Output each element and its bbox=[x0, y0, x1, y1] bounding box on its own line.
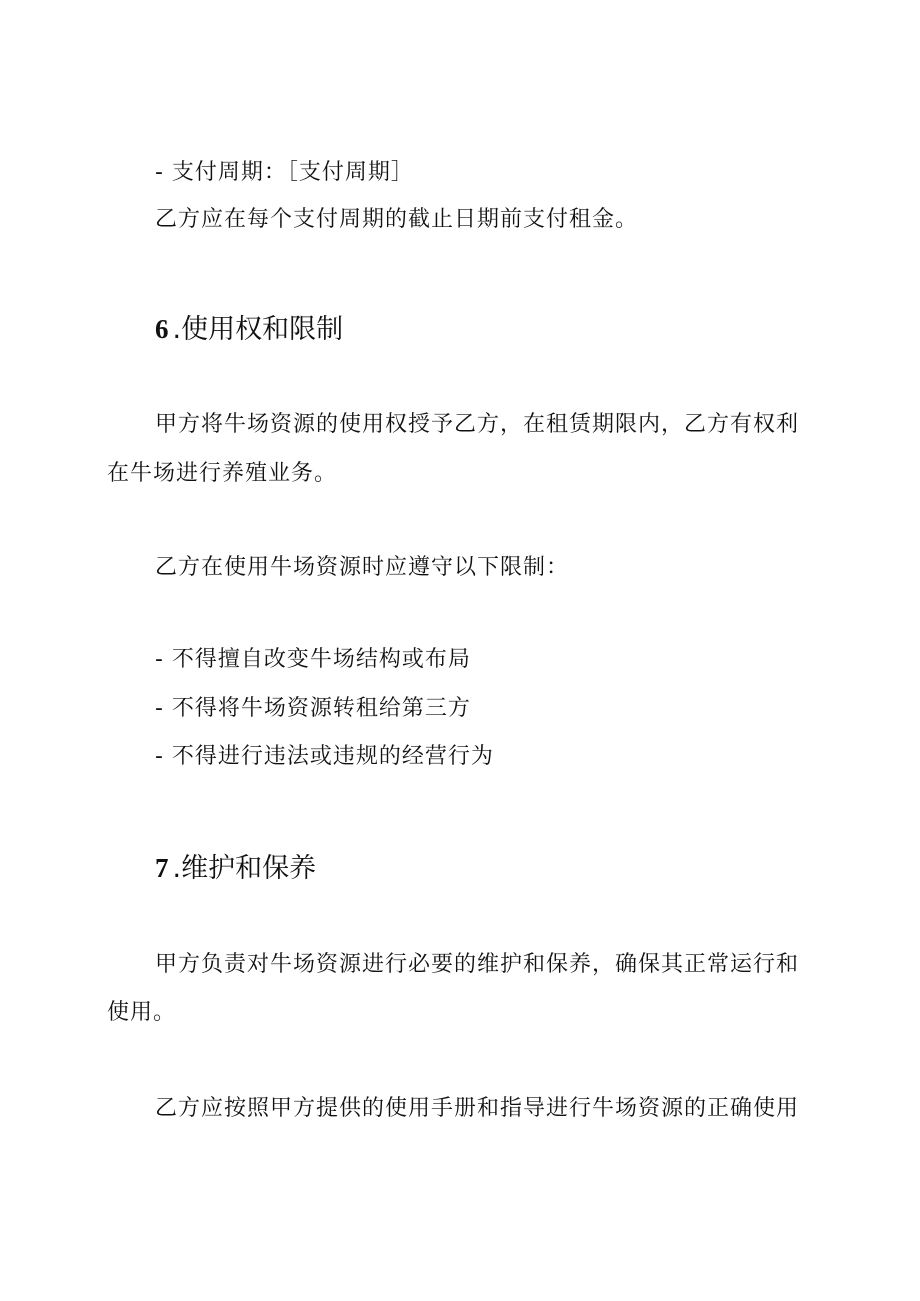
section-6-para1-line1: 甲方将牛场资源的使用权授予乙方，在租赁期限内，乙方有权利 bbox=[155, 412, 800, 437]
section-7-para1-line1: 甲方负责对牛场资源进行必要的维护和保养，确保其正常运行和 bbox=[155, 952, 800, 977]
restriction-item: - 不得擅自改变牛场结构或布局 bbox=[155, 647, 471, 672]
restriction-item: - 不得将牛场资源转租给第三方 bbox=[155, 696, 471, 721]
payment-cycle-item: - 支付周期：［支付周期］ bbox=[155, 160, 414, 185]
section-6-para1-line2: 在牛场进行养殖业务。 bbox=[107, 461, 338, 486]
section-7-heading bbox=[155, 850, 316, 887]
section-7-para1-line2: 使用。 bbox=[107, 1000, 177, 1025]
restriction-item: - 不得进行违法或违规的经营行为 bbox=[155, 744, 494, 769]
section-6-number: 6 bbox=[155, 314, 169, 344]
section-6-para2: 乙方在使用牛场资源时应遵守以下限制： bbox=[155, 555, 570, 580]
section-6-title: .使用权和限制 bbox=[172, 314, 344, 345]
section-7-number: 7 bbox=[155, 853, 169, 883]
section-6-heading bbox=[155, 311, 343, 348]
payment-cycle-note: 乙方应在每个支付周期的截止日期前支付租金。 bbox=[155, 207, 639, 232]
section-7-para2-line1: 乙方应按照甲方提供的使用手册和指导进行牛场资源的正确使用 bbox=[155, 1096, 800, 1121]
section-7-title: .维护和保养 bbox=[172, 853, 317, 884]
